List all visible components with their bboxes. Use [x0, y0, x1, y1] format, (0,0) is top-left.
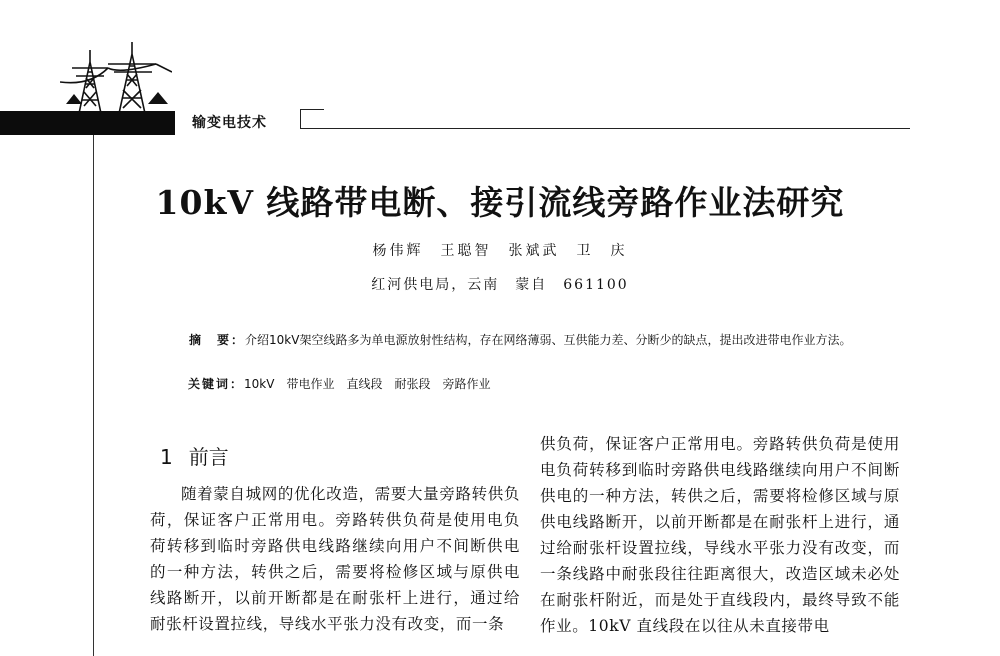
header-rule: [300, 128, 910, 129]
abstract-text: 介绍10kV架空线路多为单电源放射性结构，存在网络薄弱、互供能力差、分断少的缺点，提出改进带电作业方法。: [245, 333, 852, 347]
article-authors: 杨伟辉 王聪智 张斌武 卫 庆: [372, 243, 628, 259]
journal-section-label: 输变电技术: [192, 115, 267, 131]
header-bar: [0, 111, 175, 135]
keywords: [188, 376, 888, 392]
header-rule-cap: [300, 109, 324, 110]
transmission-tower-logo: [60, 42, 172, 118]
article-title: 10kV 线路带电断、接引流线旁路作业法研究: [155, 183, 845, 222]
keywords-label: 关键词：: [188, 377, 245, 391]
body-column-right: 供负荷，保证客户正常用电。旁路转供负荷是使用电负荷转移到临时旁路供电线路继续向用户不间断供电的一种方法，转供之后，需要将检修区域与原供电线路断开，以前开断都是在耐张杆上进行，通过给耐张杆设置拉线，导线水平张力没有改变，而一条线路中耐张段往往距离很大，改造区域未必处在耐张杆附近，而是处于直线段内，最终导致不能作业。10kV 直线段在以往从未直接带电: [540, 435, 900, 635]
article-affiliation: 红河供电局，云南 蒙自 661100: [371, 277, 629, 293]
section-heading: [160, 441, 229, 470]
abstract: [147, 328, 892, 352]
keywords-text: 10kV 带电作业 直线段 耐张段 旁路作业: [244, 377, 491, 391]
body-column-left: 随着蒙自城网的优化改造，需要大量旁路转供负荷，保证客户正常用电。旁路转供负荷是使用电负荷转移到临时旁路供电线路继续向用户不间断供电的一种方法，转供之后，需要将检修区域与原供电线路断开，以前开断都是在耐张杆上进行，通过给耐张杆设置拉线，导线水平张力没有改变，而一条: [150, 485, 520, 633]
abstract-label: 摘 要：: [189, 333, 246, 347]
header-rule-tick: [300, 109, 301, 129]
section-number: 1: [160, 445, 173, 469]
section-title: 前言: [188, 445, 229, 469]
